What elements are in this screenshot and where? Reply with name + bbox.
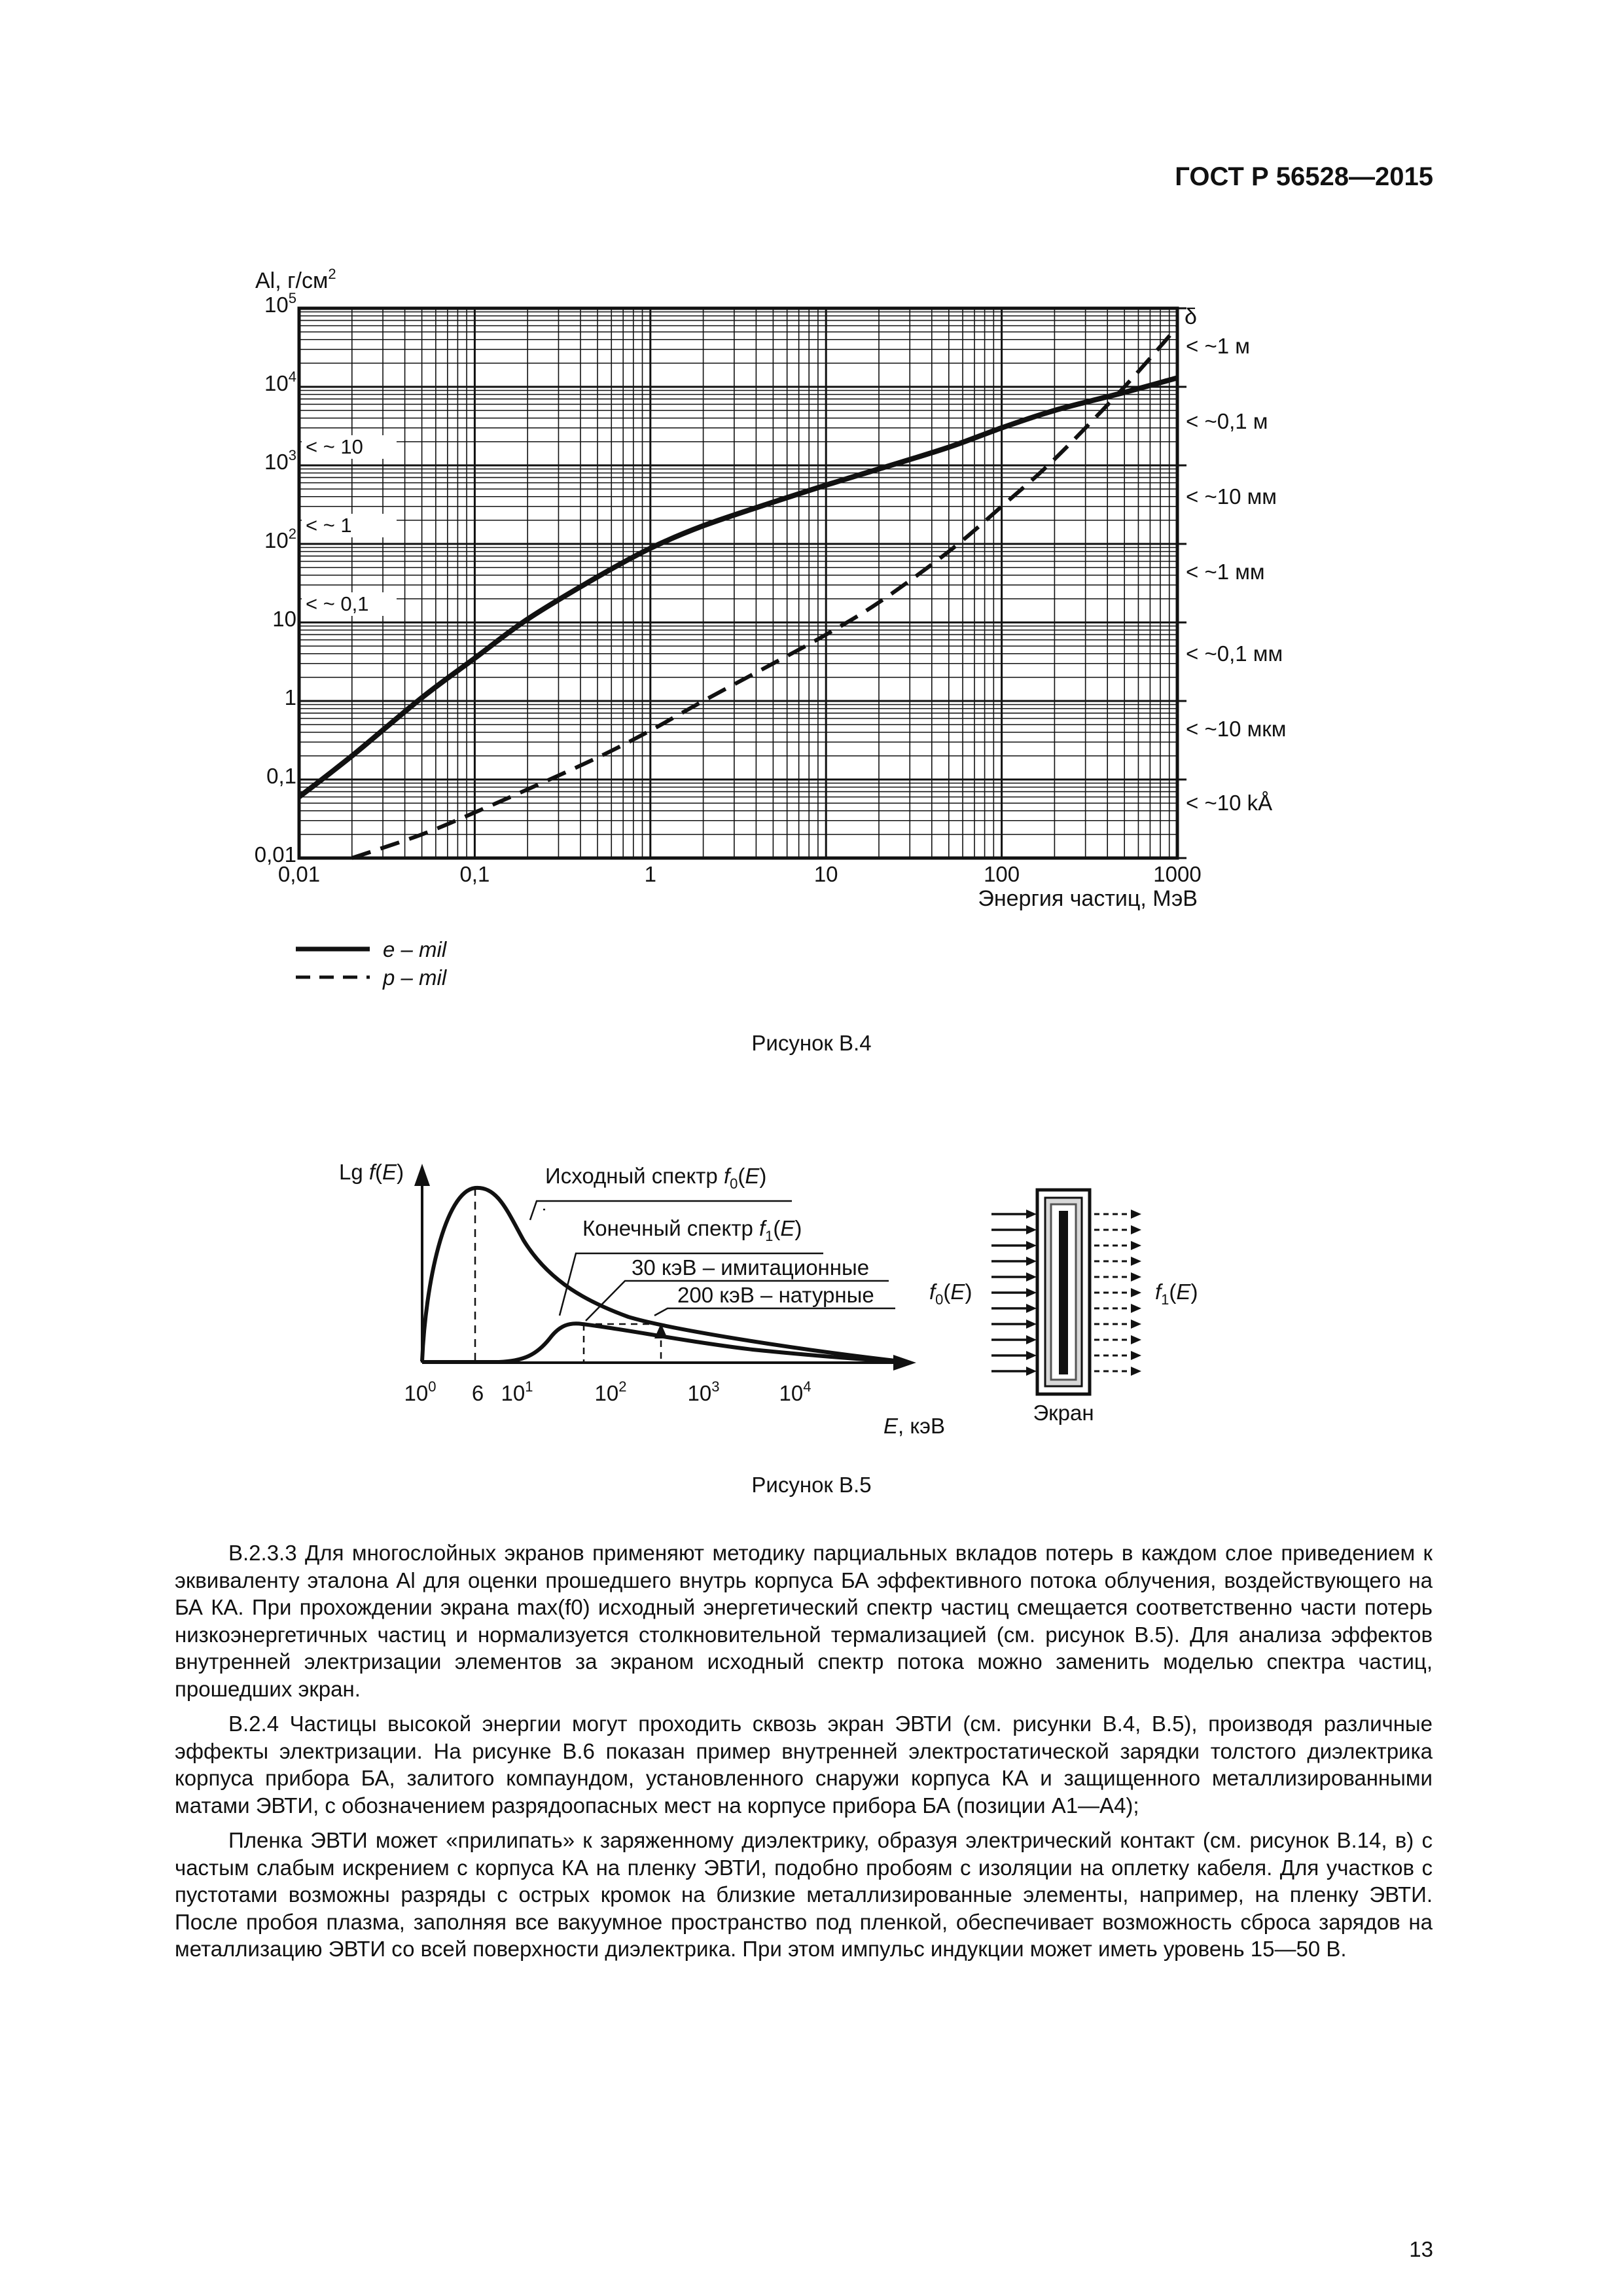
x-tick-label: $10^4$ bbox=[779, 1378, 812, 1405]
x-tick-label: 6 bbox=[471, 1381, 484, 1405]
outgoing-arrow-head bbox=[1131, 1241, 1141, 1250]
outgoing-arrow-head bbox=[1131, 1272, 1141, 1282]
y-tick-label: 1 bbox=[284, 685, 296, 709]
x-tick-label: 10 bbox=[813, 862, 838, 886]
screen-label: Экран bbox=[1033, 1401, 1094, 1425]
initial-spectrum-label: Исходный спектр $f_0(E)$ bbox=[545, 1164, 767, 1192]
y-tick-label: 0,1 bbox=[266, 764, 296, 788]
screen-output-label: $f_1(E)$ bbox=[1155, 1280, 1198, 1308]
outgoing-arrow-head bbox=[1131, 1225, 1141, 1234]
incoming-arrow-head bbox=[1026, 1210, 1037, 1219]
incoming-arrow-head bbox=[1026, 1304, 1037, 1313]
y-axis-arrow bbox=[414, 1164, 430, 1186]
legend-entry-e-mil: e – mil bbox=[383, 937, 447, 961]
right-axis-label: < ~0,1 мм bbox=[1186, 641, 1283, 666]
right-axis-label: < ~10 мм bbox=[1186, 484, 1277, 509]
incoming-arrow-head bbox=[1026, 1351, 1037, 1360]
figure-b5-caption: Рисунок В.5 bbox=[751, 1473, 872, 1497]
left-annotation-text: < ~ 1 bbox=[306, 514, 352, 537]
y-tick-label: 10 bbox=[272, 607, 296, 631]
screen-diagram bbox=[929, 1190, 1198, 1425]
x-tick-label: 0,1 bbox=[459, 862, 490, 886]
paragraph-evti-film: Пленка ЭВТИ может «прилипать» к заряженному диэлектрику, образуя электрический контакт (см. рисунок В.14, в) с частым слабым искрением с корпуса КА на пленку ЭВТИ, подобно пробоям с изоляции на оплетку кабеля. Для участков с пустотами возможны разряды с острых кромок на близкие металлизированные элементы, например, на пленку ЭВТИ. После пробоя плазма, заполняя все вакуумное пространство под пленкой, обеспечивает возможность сброса зарядов на металлизацию ЭВТИ со всей поверхности диэлектрика. При этом импульс индукции может иметь уровень 15—50 В. bbox=[175, 1828, 1433, 1961]
incoming-arrow-head bbox=[1026, 1319, 1037, 1329]
outgoing-arrow-head bbox=[1131, 1210, 1141, 1219]
document-header: ГОСТ Р 56528—2015 bbox=[1175, 162, 1433, 191]
outgoing-arrow-head bbox=[1131, 1319, 1141, 1329]
x-tick-label: 0,01 bbox=[277, 862, 321, 886]
legend-entry-p-mil: p – mil bbox=[383, 965, 447, 990]
incoming-arrow-head bbox=[1026, 1288, 1037, 1297]
y-tick-label: $10^4$ bbox=[264, 368, 296, 395]
incoming-arrow-head bbox=[1026, 1335, 1037, 1344]
final-spectrum-label: Конечный спектр $f_1(E)$ bbox=[582, 1216, 802, 1244]
x-tick-label: $10^1$ bbox=[501, 1378, 533, 1405]
x-tick-label: $10^2$ bbox=[594, 1378, 627, 1405]
incoming-arrow-head bbox=[1026, 1367, 1037, 1376]
x-axis-label: Энергия частиц, МэВ bbox=[978, 886, 1198, 911]
x-tick-label: 1 bbox=[644, 862, 656, 886]
natural-underline bbox=[654, 1308, 895, 1316]
screen-core bbox=[1059, 1211, 1068, 1374]
right-axis-label: < ~1 м bbox=[1186, 334, 1250, 358]
final-spectrum-curve bbox=[422, 1323, 906, 1362]
x-tick-label: 1000 bbox=[1153, 862, 1202, 886]
outgoing-arrow-head bbox=[1131, 1288, 1141, 1297]
incoming-arrow-head bbox=[1026, 1225, 1037, 1234]
y-tick-label: $10^2$ bbox=[264, 526, 296, 552]
right-axis-label: < ~10 мкм bbox=[1186, 717, 1287, 741]
screen-input-label: $f_0(E)$ bbox=[929, 1280, 972, 1308]
x-tick-labels bbox=[404, 1378, 812, 1405]
incoming-arrow-head bbox=[1026, 1257, 1037, 1266]
outgoing-arrow-head bbox=[1131, 1335, 1141, 1344]
right-axis-label: < ~10 kÅ bbox=[1186, 791, 1273, 815]
outgoing-arrow-head bbox=[1131, 1257, 1141, 1266]
body-text bbox=[175, 1539, 1433, 1971]
page-number: 13 bbox=[1409, 2237, 1433, 2261]
x-axis-label: E, кэВ bbox=[883, 1414, 946, 1438]
outgoing-arrow-head bbox=[1131, 1351, 1141, 1360]
paragraph-b233: В.2.3.3 Для многослойных экранов применяют методику парциальных вкладов потерь в каждом слое приведением к эквиваленту эталона Al для оценки прошедшего внутрь корпуса БА эффективного потока облучения, воздействующего на БА КА. При прохождении экрана max(f0) исходный энергетический спектр частиц смещается соответственно части потерь низкоэнергетичных частиц и нормализуется столкновительной термализацией (см. рисунок В.5). Для анализа эффектов внутренней электризации элементов за экраном исходный спектр потока можно заменить моделью спектра частиц, прошедших экран. bbox=[175, 1541, 1433, 1701]
y-tick-label: $10^3$ bbox=[264, 447, 296, 474]
incoming-arrow-head bbox=[1026, 1241, 1037, 1250]
right-axis-title: δ bbox=[1185, 304, 1197, 329]
x-tick-label: $10^0$ bbox=[404, 1378, 437, 1405]
outgoing-arrow-head bbox=[1131, 1304, 1141, 1313]
outgoing-arrow-head bbox=[1131, 1367, 1141, 1376]
incoming-arrow-head bbox=[1026, 1272, 1037, 1282]
left-annotation-text: < ~ 10 bbox=[306, 435, 363, 458]
paragraph-b24: В.2.4 Частицы высокой энергии могут проходить сквозь экран ЭВТИ (см. рисунки В.4, В.5), производя различные эффекты электризации. На рисунке В.6 показан пример внутренней электростатической зарядки толстого диэлектрика корпуса прибора БА, залитого компаундом, установленного снаружи корпуса КА и защищенного металлизированными матами ЭВТИ, с обозначением разрядоопасных мест на корпусе прибора БА (позиции A1—A4); bbox=[175, 1712, 1433, 1818]
x-tick-label: $10^3$ bbox=[687, 1378, 720, 1405]
natural-label: 200 кэВ – натурные bbox=[677, 1283, 874, 1307]
right-axis-label: < ~1 мм bbox=[1186, 560, 1265, 584]
simulation-label: 30 кэВ – имитационные bbox=[632, 1255, 870, 1280]
figure-b4-caption: Рисунок В.4 bbox=[751, 1031, 872, 1055]
y-axis-label: Al, $г/см^2$ bbox=[255, 266, 336, 293]
y-axis-label: Lg f(E) bbox=[339, 1160, 404, 1184]
x-tick-label: 100 bbox=[984, 862, 1020, 886]
left-annotation-text: < ~ 0,1 bbox=[306, 592, 369, 615]
right-axis-label: < ~0,1 м bbox=[1186, 409, 1268, 433]
y-tick-label: 0,01 bbox=[254, 842, 296, 867]
y-tick-label: $10^5$ bbox=[264, 290, 296, 317]
